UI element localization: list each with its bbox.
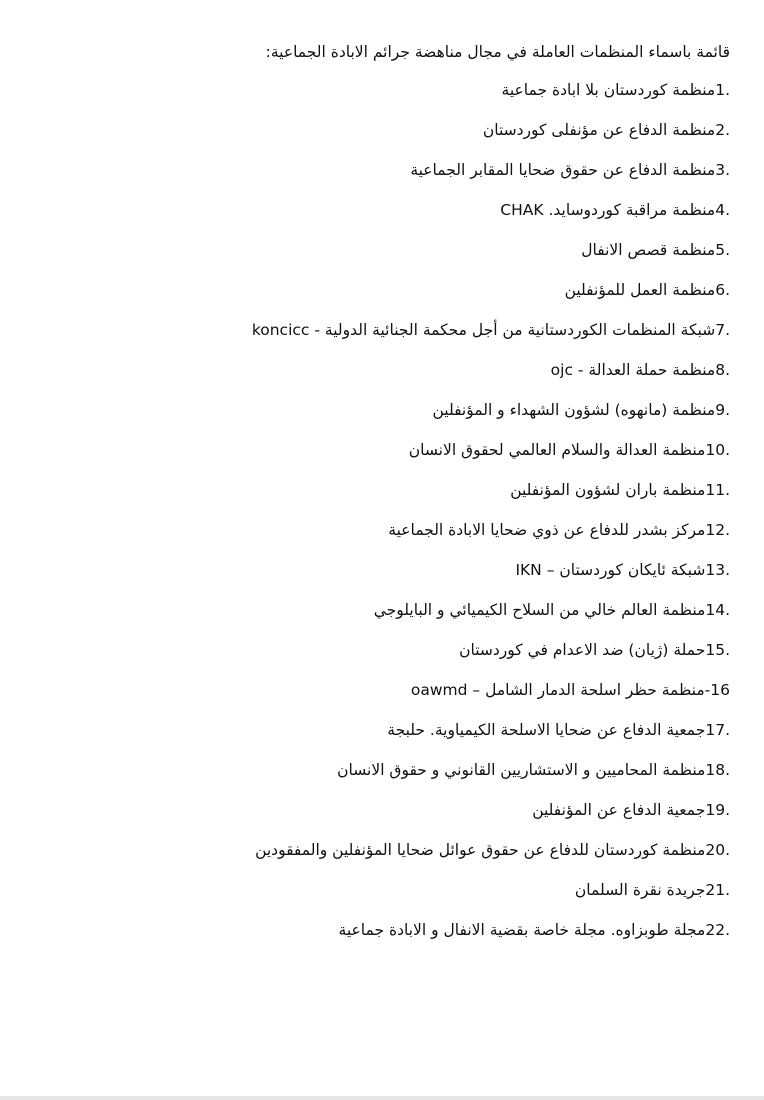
list-item (190, 600, 730, 640)
list-item-text: شبكة المنظمات الكوردستانية من أجل محكمة الجنائية الدولية - koncicc (251, 321, 716, 339)
page-bottom-edge (0, 1096, 764, 1100)
list-item-text: منظمة العدالة والسلام العالمي لحقوق الانسان (408, 441, 706, 459)
list-item-number: 15. (705, 641, 730, 659)
list-item (190, 880, 730, 920)
list-item-text: منظمة العالم خالي من السلاح الكيميائي و البايلوجي (373, 601, 706, 619)
document-content (190, 42, 730, 960)
list-item (190, 240, 730, 280)
list-item (190, 520, 730, 560)
list-item-number: 18. (705, 761, 730, 779)
list-item-number: 22. (705, 921, 730, 939)
list-item-number: 8. (715, 361, 730, 379)
list-item-text: جمعية الدفاع عن ضحايا الاسلحة الكيمياوية. حلبجة (387, 721, 706, 739)
list-item-text: منظمة كوردستان للدفاع عن حقوق عوائل ضحايا المؤنفلين والمفقودين (255, 841, 706, 859)
list-item-number: 21. (705, 881, 730, 899)
list-item-number: 17. (705, 721, 730, 739)
list-item-number: 10. (705, 441, 730, 459)
list-item (190, 80, 730, 120)
document-heading: قائمة باسماء المنظمات العاملة في مجال مناهضة جرائم الابادة الجماعية: (265, 43, 730, 61)
list-item-number: 7. (715, 321, 730, 339)
list-item-number: 1. (715, 81, 730, 99)
list-item-text: منظمة الدفاع عن مؤنفلى كوردستان (482, 121, 716, 139)
list-item-text: منظمة قصص الانفال (581, 241, 716, 259)
list-item-number: 2. (715, 121, 730, 139)
list-item (190, 280, 730, 320)
list-item (190, 320, 730, 360)
list-item-text: منظمة حظر اسلحة الدمار الشامل – oawmd (410, 681, 705, 699)
list-item (190, 640, 730, 680)
list-item-text: جريدة نقرة السلمان (574, 881, 706, 899)
list-item-text: منظمة الدفاع عن حقوق ضحايا المقابر الجماعية (410, 161, 716, 179)
list-item-text: منظمة كوردستان بلا ابادة جماعية (501, 81, 716, 99)
list-item-text: منظمة المحاميين و الاستشاريين القانوني و حقوق الانسان (337, 761, 706, 779)
list-item-number: 4. (715, 201, 730, 219)
list-item (190, 680, 730, 720)
list-item-text: منظمة (مانهوه) لشؤون الشهداء و المؤنفلين (432, 401, 716, 419)
organizations-list (190, 80, 730, 960)
list-item-text: حملة (ژيان) ضد الاعدام في كوردستان (459, 641, 706, 659)
list-item-number: 12. (705, 521, 730, 539)
list-item (190, 400, 730, 440)
list-item-number: 11. (705, 481, 730, 499)
list-item-text: منظمة مراقبة كوردوسايد. CHAK (500, 201, 716, 219)
list-item (190, 120, 730, 160)
list-item (190, 160, 730, 200)
list-item (190, 760, 730, 800)
list-item (190, 200, 730, 240)
list-item-number: 14. (705, 601, 730, 619)
list-item-text: مجلة طوبزاوه. مجلة خاصة بقضية الانفال و الابادة جماعية (338, 921, 706, 939)
list-item (190, 720, 730, 760)
list-item (190, 360, 730, 400)
list-item (190, 560, 730, 600)
list-item (190, 840, 730, 880)
list-item-text: جمعية الدفاع عن المؤنفلين (532, 801, 706, 819)
list-item-number: 19. (705, 801, 730, 819)
list-item (190, 480, 730, 520)
list-item-number: 13. (705, 561, 730, 579)
list-item-number: 9. (715, 401, 730, 419)
list-item-text: منظمة باران لشؤون المؤنفلين (510, 481, 706, 499)
list-item-number: -16 (704, 681, 730, 699)
list-item-number: 6. (715, 281, 730, 299)
list-item-text: مركز بشدر للدفاع عن ذوي ضحايا الابادة الجماعية (388, 521, 706, 539)
list-item (190, 800, 730, 840)
list-item-number: 5. (715, 241, 730, 259)
list-item-text: منظمة العمل للمؤنفلين (564, 281, 716, 299)
list-item-text: منظمة حملة العدالة - ojc (550, 361, 716, 379)
list-item-text: شبكة ئايكان كوردستان – IKN (515, 561, 706, 579)
list-item-number: 20. (705, 841, 730, 859)
list-item (190, 440, 730, 480)
list-item-number: 3. (715, 161, 730, 179)
list-item (190, 920, 730, 960)
